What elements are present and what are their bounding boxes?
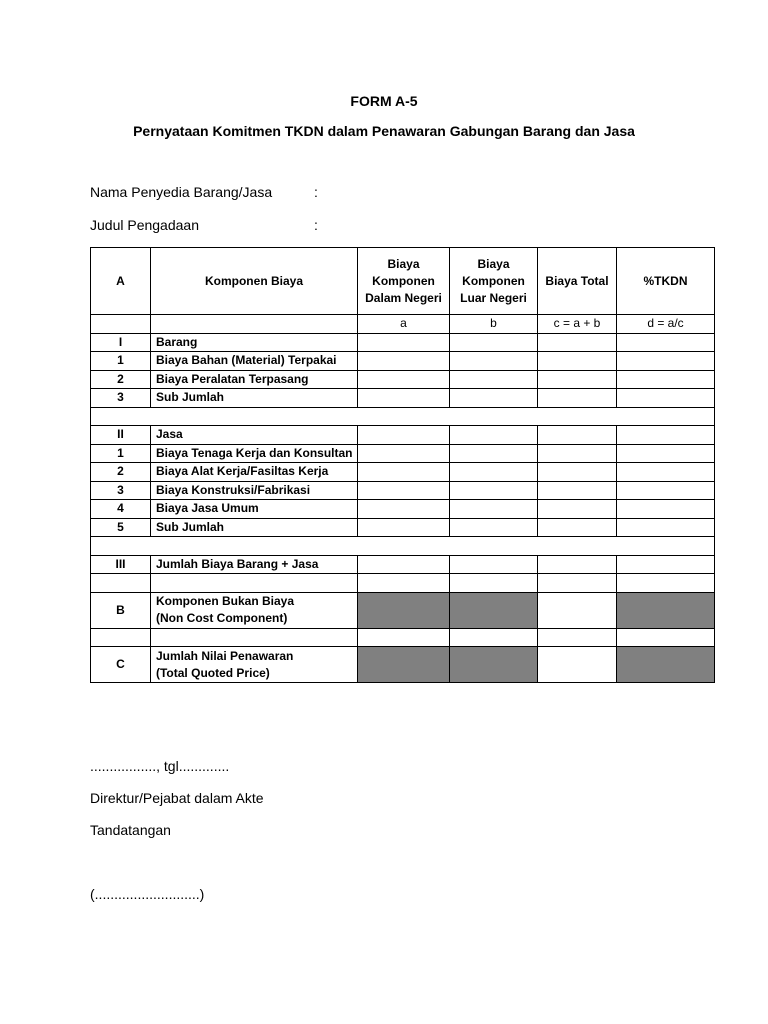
- formula-cell: c = a + b: [538, 315, 617, 334]
- shaded-cell: [617, 647, 715, 683]
- formula-cell: a: [358, 315, 450, 334]
- row-label: Sub Jumlah: [151, 389, 358, 408]
- row-label: Barang: [151, 333, 358, 352]
- form-title: FORM A-5: [350, 93, 418, 109]
- shaded-cell: [358, 592, 450, 628]
- row-number: B: [91, 592, 151, 628]
- spacer-cell: [91, 537, 715, 556]
- input-cell[interactable]: [358, 389, 450, 408]
- spacer-cell: [358, 574, 450, 593]
- input-cell[interactable]: [450, 370, 538, 389]
- field-colon: :: [314, 217, 318, 233]
- row-label: Biaya Alat Kerja/Fasiltas Kerja: [151, 463, 358, 482]
- input-cell[interactable]: [538, 481, 617, 500]
- spacer-cell: [358, 628, 450, 647]
- field-colon: :: [314, 184, 318, 200]
- row-label: Biaya Tenaga Kerja dan Konsultan: [151, 444, 358, 463]
- row-number: I: [91, 333, 151, 352]
- input-cell[interactable]: [358, 426, 450, 445]
- table-row: [91, 370, 715, 389]
- table-row: [91, 426, 715, 445]
- row-label: Sub Jumlah: [151, 518, 358, 537]
- formula-row: [91, 315, 715, 334]
- spacer-row: [91, 628, 715, 647]
- shaded-cell: [617, 592, 715, 628]
- input-cell[interactable]: [538, 647, 617, 683]
- header-cell: Komponen Biaya: [151, 248, 358, 315]
- spacer-cell: [151, 574, 358, 593]
- row-number: 1: [91, 444, 151, 463]
- spacer-cell: [450, 628, 538, 647]
- input-cell[interactable]: [450, 333, 538, 352]
- input-cell[interactable]: [358, 444, 450, 463]
- row-number: II: [91, 426, 151, 445]
- input-cell[interactable]: [538, 463, 617, 482]
- shaded-cell: [450, 647, 538, 683]
- table-row: [91, 352, 715, 371]
- table-row: [91, 555, 715, 574]
- table-row-total-quoted: [91, 647, 715, 683]
- input-cell[interactable]: [617, 555, 715, 574]
- table-row: [91, 463, 715, 482]
- form-subtitle: Pernyataan Komitmen TKDN dalam Penawaran Gabungan Barang dan Jasa: [133, 123, 635, 139]
- table-row: [91, 333, 715, 352]
- input-cell[interactable]: [617, 426, 715, 445]
- row-label: Jasa: [151, 426, 358, 445]
- row-number: 1: [91, 352, 151, 371]
- spacer-row: [91, 537, 715, 556]
- spacer-cell: [91, 574, 151, 593]
- signatory-position: Direktur/Pejabat dalam Akte: [90, 790, 264, 806]
- input-cell[interactable]: [358, 500, 450, 519]
- input-cell[interactable]: [538, 555, 617, 574]
- input-cell[interactable]: [538, 518, 617, 537]
- spacer-cell: [91, 628, 151, 647]
- row-label: Biaya Konstruksi/Fabrikasi: [151, 481, 358, 500]
- table-row: [91, 389, 715, 408]
- input-cell[interactable]: [450, 389, 538, 408]
- header-cell: Biaya Komponen Luar Negeri: [450, 248, 538, 315]
- table-row: [91, 518, 715, 537]
- input-cell[interactable]: [617, 481, 715, 500]
- input-cell[interactable]: [538, 333, 617, 352]
- header-cell: A: [91, 248, 151, 315]
- header-cell: Biaya Total: [538, 248, 617, 315]
- row-label-line: Jumlah Nilai Penawaran: [156, 648, 294, 663]
- spacer-cell: [450, 574, 538, 593]
- input-cell[interactable]: [450, 500, 538, 519]
- input-cell[interactable]: [358, 463, 450, 482]
- input-cell[interactable]: [358, 481, 450, 500]
- row-number: C: [91, 647, 151, 683]
- shaded-cell: [358, 647, 450, 683]
- input-cell[interactable]: [450, 444, 538, 463]
- input-cell[interactable]: [617, 352, 715, 371]
- table-row: [91, 481, 715, 500]
- input-cell[interactable]: [617, 500, 715, 519]
- row-label: [151, 647, 358, 683]
- input-cell[interactable]: [450, 481, 538, 500]
- field-judul-pengadaan: [90, 217, 318, 233]
- row-number: 2: [91, 463, 151, 482]
- input-cell[interactable]: [538, 592, 617, 628]
- row-label: Biaya Bahan (Material) Terpakai: [151, 352, 358, 371]
- spacer-cell: [538, 574, 617, 593]
- signatory-name-placeholder: (...........................): [90, 886, 205, 902]
- row-number: 3: [91, 481, 151, 500]
- row-label: Biaya Peralatan Terpasang: [151, 370, 358, 389]
- spacer-cell: [151, 628, 358, 647]
- row-number: 3: [91, 389, 151, 408]
- input-cell[interactable]: [450, 426, 538, 445]
- input-cell[interactable]: [450, 352, 538, 371]
- input-cell[interactable]: [538, 370, 617, 389]
- spacer-cell: [617, 574, 715, 593]
- input-cell[interactable]: [617, 463, 715, 482]
- table-header-row: [91, 248, 715, 315]
- input-cell[interactable]: [358, 518, 450, 537]
- input-cell[interactable]: [617, 370, 715, 389]
- input-cell[interactable]: [358, 555, 450, 574]
- input-cell[interactable]: [450, 518, 538, 537]
- input-cell[interactable]: [538, 500, 617, 519]
- input-cell[interactable]: [538, 426, 617, 445]
- input-cell[interactable]: [538, 444, 617, 463]
- input-cell[interactable]: [358, 370, 450, 389]
- row-label-line: (Non Cost Component): [156, 611, 288, 625]
- row-label: Jumlah Biaya Barang + Jasa: [151, 555, 358, 574]
- input-cell[interactable]: [450, 463, 538, 482]
- spacer-cell: [91, 407, 715, 426]
- input-cell[interactable]: [358, 352, 450, 371]
- field-label: Nama Penyedia Barang/Jasa: [90, 184, 273, 200]
- spacer-row: [91, 574, 715, 593]
- tkdn-table: [90, 247, 715, 683]
- row-number: 2: [91, 370, 151, 389]
- formula-cell: [91, 315, 151, 334]
- input-cell[interactable]: [617, 333, 715, 352]
- row-number: III: [91, 555, 151, 574]
- row-label-line: (Total Quoted Price): [156, 665, 270, 680]
- input-cell[interactable]: [538, 389, 617, 408]
- row-number: 5: [91, 518, 151, 537]
- table-row: [91, 444, 715, 463]
- signature-label: Tandatangan: [90, 822, 171, 838]
- spacer-cell: [617, 628, 715, 647]
- row-label: [151, 592, 358, 628]
- shaded-cell: [450, 592, 538, 628]
- row-number: 4: [91, 500, 151, 519]
- input-cell[interactable]: [358, 333, 450, 352]
- place-date-line: ................., tgl.............: [90, 758, 230, 774]
- formula-cell: b: [450, 315, 538, 334]
- input-cell[interactable]: [450, 555, 538, 574]
- input-cell[interactable]: [617, 444, 715, 463]
- row-label: Biaya Jasa Umum: [151, 500, 358, 519]
- row-label-line: Komponen Bukan Biaya: [156, 594, 295, 608]
- spacer-cell: [538, 628, 617, 647]
- field-label: Judul Pengadaan: [90, 217, 199, 233]
- spacer-row: [91, 407, 715, 426]
- table-row-non-cost: [91, 592, 715, 628]
- input-cell[interactable]: [617, 518, 715, 537]
- formula-cell: [151, 315, 358, 334]
- input-cell[interactable]: [538, 352, 617, 371]
- table-row: [91, 500, 715, 519]
- input-cell[interactable]: [617, 389, 715, 408]
- header-cell: %TKDN: [617, 248, 715, 315]
- header-cell: Biaya Komponen Dalam Negeri: [358, 248, 450, 315]
- formula-cell: d = a/c: [617, 315, 715, 334]
- field-nama-penyedia: [90, 184, 318, 200]
